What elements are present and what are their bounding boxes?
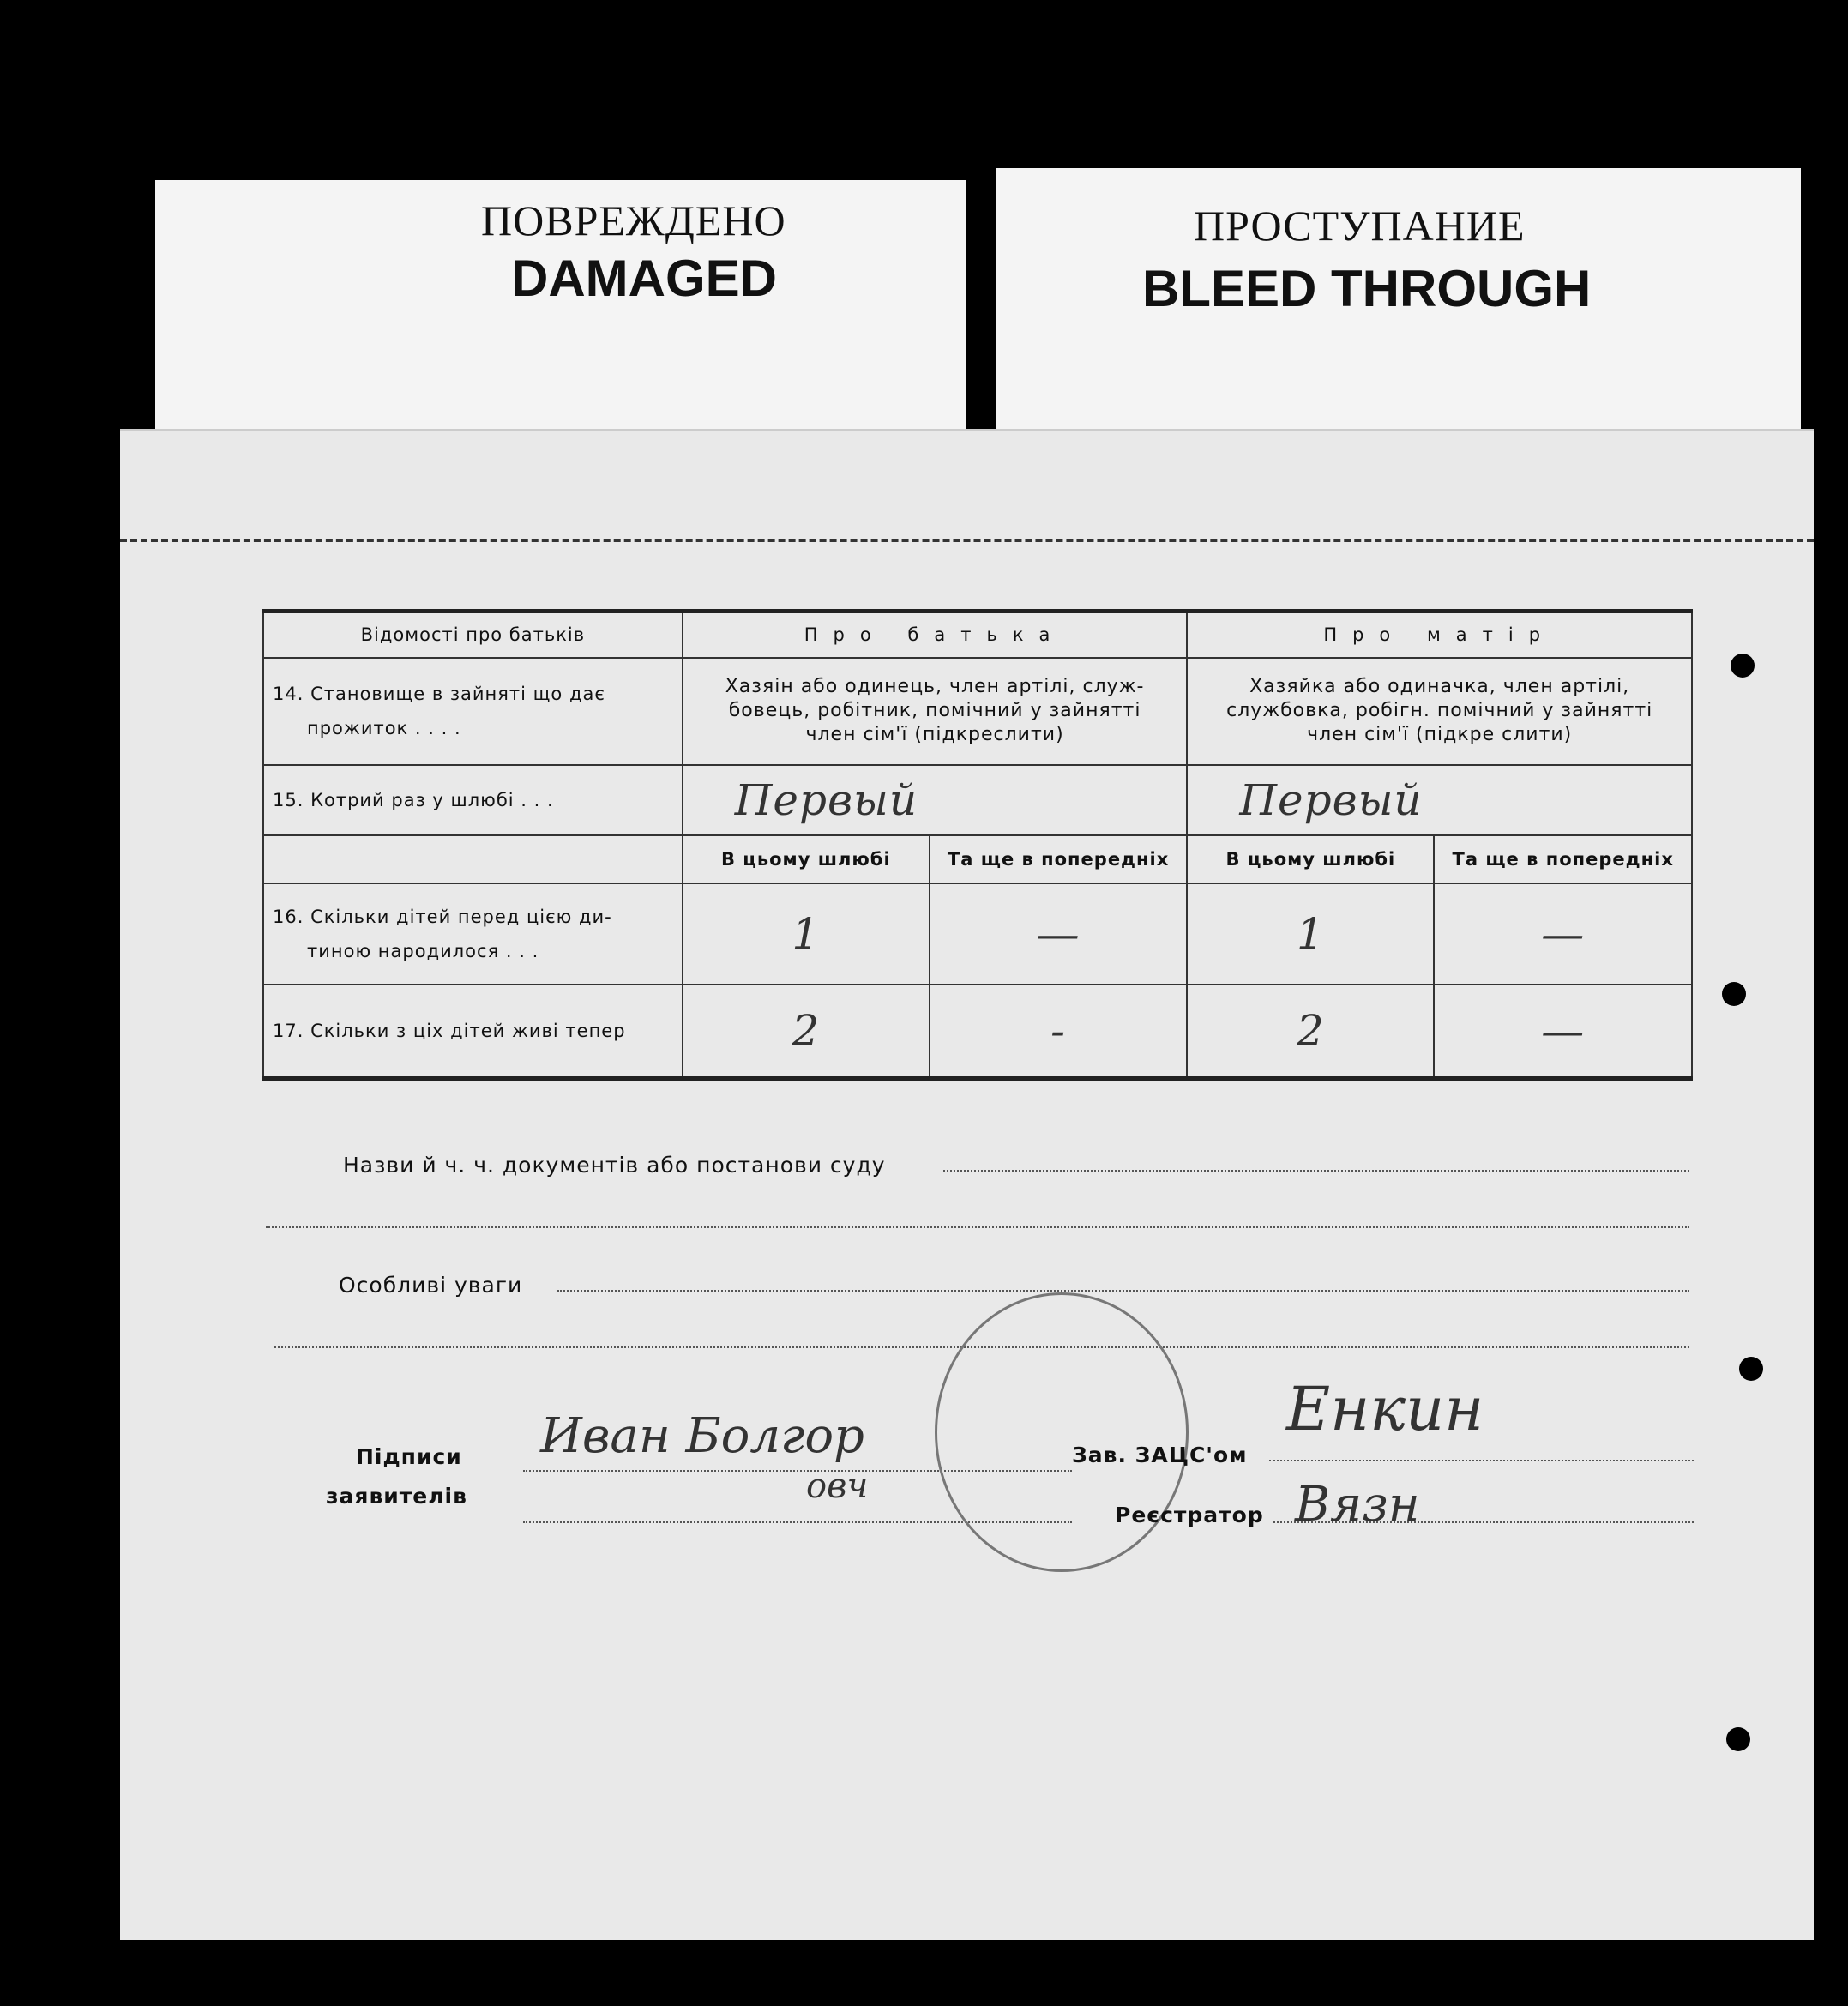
row16-father-prev: —	[930, 883, 1188, 985]
head-line	[1269, 1460, 1694, 1461]
sub-father-prev: Та ще в попередніх	[930, 835, 1188, 883]
row15-mother: Первый	[1187, 765, 1692, 835]
col-info: Відомості про батьків	[263, 611, 683, 658]
row14-mother: Хазяйка або одиначка, член артілі, службовка, робігн. помічний у зайнятті член сім'ї (підкре слити)	[1187, 658, 1692, 765]
signatures-label-a: Підписи	[356, 1444, 462, 1469]
row16-mother-prev: —	[1434, 883, 1692, 985]
col-father: Про батька	[683, 611, 1188, 658]
documents-line	[943, 1170, 1689, 1172]
row17-father-this: 2	[683, 985, 930, 1079]
perforation-line	[120, 539, 1814, 542]
signatures-label-b: заявителів	[326, 1484, 467, 1509]
punch-hole-2	[1722, 982, 1746, 1006]
head-signature: Енкин	[1286, 1374, 1484, 1444]
row14-label: 14. Становище в зайняті що дає прожиток . . . .	[263, 658, 683, 765]
col-mother: Про матір	[1187, 611, 1692, 658]
row17-mother-this: 2	[1187, 985, 1434, 1079]
damaged-card	[155, 180, 966, 437]
sub-mother-this: В цьому шлюбі	[1187, 835, 1434, 883]
row14-father: Хазяін або одинець, член артілі, служ- бовець, робітник, помічний у зайнятті член сім'ї (підкреслити)	[683, 658, 1188, 765]
sub-father-this: В цьому шлюбі	[683, 835, 930, 883]
applicant-signature: Иван Болгор	[540, 1408, 864, 1464]
bleed-en: BLEED THROUGH	[1142, 260, 1592, 317]
punch-hole-3	[1739, 1357, 1763, 1381]
registrar-signature: Вязн	[1295, 1477, 1420, 1533]
row15-father: Первый	[683, 765, 1188, 835]
documents-label: Назви й ч. ч. документів або постанови суду	[343, 1153, 886, 1178]
damaged-ru: ПОВРЕЖДЕНО	[481, 196, 786, 244]
row17-mother-prev: —	[1434, 985, 1692, 1079]
registrar-label: Реєстратор	[1115, 1503, 1264, 1527]
row17-label: 17. Скільки з ціх дітей живі тепер	[263, 985, 683, 1079]
official-stamp	[935, 1292, 1189, 1572]
punch-hole-4	[1726, 1727, 1750, 1751]
row15-label: 15. Котрий раз у шлюбі . . .	[263, 765, 683, 835]
head-label: Зав. ЗАЦС'ом	[1072, 1443, 1248, 1467]
damaged-en: DAMAGED	[511, 250, 777, 307]
row16-label: 16. Скільки дітей перед цією ди- тиною народилося . . .	[263, 883, 683, 985]
row17-father-prev: -	[930, 985, 1188, 1079]
remarks-label: Особливі уваги	[339, 1273, 523, 1298]
row16-father-this: 1	[683, 883, 930, 985]
applicant-signature-b: овч	[806, 1467, 869, 1506]
row-sub-blank	[263, 835, 683, 883]
punch-hole-1	[1731, 654, 1755, 678]
bleed-ru: ПРОСТУПАНИЕ	[1194, 202, 1526, 250]
bleed-through-card	[996, 168, 1801, 443]
record-sheet	[120, 429, 1814, 1940]
remarks-line	[557, 1290, 1689, 1292]
row16-mother-this: 1	[1187, 883, 1434, 985]
parents-table	[262, 609, 1693, 1081]
sub-mother-prev: Та ще в попередніх	[1434, 835, 1692, 883]
documents-line-2	[266, 1226, 1689, 1228]
